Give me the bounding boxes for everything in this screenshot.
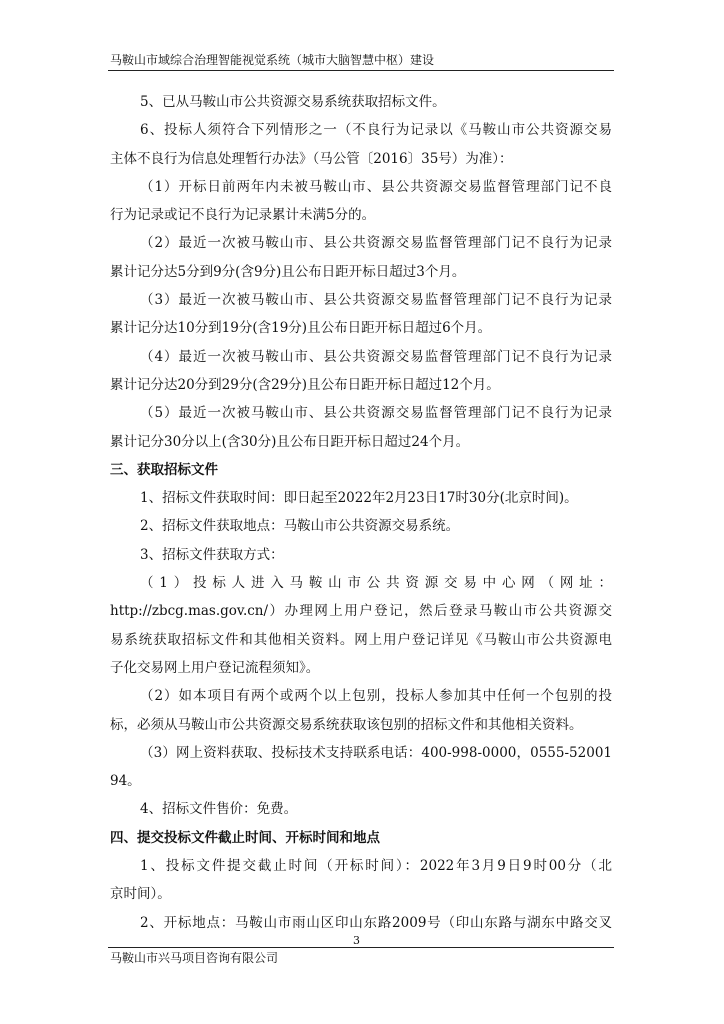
paragraph-line: 主体不良行为信息处理暂行办法》（马公管〔2016〕35号）为准）： xyxy=(110,150,513,167)
page-header: 马鞍山市域综合治理智能视觉系统（城市大脑智慧中枢）建设 xyxy=(110,53,435,67)
paragraph-line: 2、招标文件获取地点：马鞍山市公共资源交易系统。 xyxy=(140,518,460,535)
paragraph-line: 4、招标文件售价：免费。 xyxy=(140,801,298,818)
paragraph-line: 累计记分达5分到9分(含9分)且公布日距开标日超过3个月。 xyxy=(110,263,466,280)
paragraph-line: （5）最近一次被马鞍山市、县公共资源交易监督管理部门记不良行为记录 xyxy=(140,405,612,422)
paragraph-line: 6、投标人须符合下列情形之一（不良行为记录以《马鞍山市公共资源交易 xyxy=(140,122,612,139)
footer-divider xyxy=(108,947,614,948)
paragraph-line: （4）最近一次被马鞍山市、县公共资源交易监督管理部门记不良行为记录 xyxy=(140,348,612,365)
paragraph-line: 2、开标地点：马鞍山市雨山区印山东路2009号（印山东路与湖东中路交叉 xyxy=(140,914,612,931)
header-divider xyxy=(108,70,614,71)
paragraph-line: 5、已从马鞍山市公共资源交易系统获取招标文件。 xyxy=(140,94,446,110)
paragraph-line: 京时间）。 xyxy=(110,886,171,903)
page-number: 3 xyxy=(353,934,360,947)
document-body xyxy=(110,88,612,937)
paragraph-line: 子化交易网上用户登记流程须知》。 xyxy=(110,659,320,676)
paragraph-line: http://zbcg.mas.gov.cn/）办理网上用户登记，然后登录马鞍山市公共资源交 xyxy=(110,603,612,620)
paragraph-line: （1）投标人进入马鞍山市公共资源交易中心网（网址： xyxy=(140,575,612,592)
paragraph-line: （2）最近一次被马鞍山市、县公共资源交易监督管理部门记不良行为记录 xyxy=(140,235,612,252)
paragraph-line: （3）最近一次被马鞍山市、县公共资源交易监督管理部门记不良行为记录 xyxy=(140,292,612,309)
paragraph-line: 1、投标文件提交截止时间（开标时间）：2022年3月9日9时00分（北 xyxy=(140,858,612,875)
paragraph-line: 标，必须从马鞍山市公共资源交易系统获取该包别的招标文件和其他相关资料。 xyxy=(110,716,583,733)
paragraph-line: 累计记分达20分到29分(含29分)且公布日距开标日超过12个月。 xyxy=(110,376,500,393)
section-heading: 四、提交投标文件截止时间、开标时间和地点 xyxy=(110,829,380,846)
page-footer: 马鞍山市兴马项目咨询有限公司 xyxy=(110,951,279,965)
paragraph-line: 易系统获取招标文件和其他相关资料。网上用户登记详见《马鞍山市公共资源电 xyxy=(110,631,612,648)
paragraph-line: 3、招标文件获取方式： xyxy=(140,546,284,563)
paragraph-line: （1）开标日前两年内未被马鞍山市、县公共资源交易监督管理部门记不良 xyxy=(140,178,612,195)
paragraph-line: （3）网上资料获取、投标技术支持联系电话：400-998-0000，0555-5200194。 xyxy=(110,744,612,790)
paragraph-line: （2）如本项目有两个或两个以上包别，投标人参加其中任何一个包别的投 xyxy=(140,688,612,705)
paragraph-line: 累计记分30分以上(含30分)且公布日距开标日超过24个月。 xyxy=(110,433,470,450)
paragraph-line: 累计记分达10分到19分(含19分)且公布日距开标日超过6个月。 xyxy=(110,320,492,337)
section-heading: 三、获取招标文件 xyxy=(110,461,218,478)
paragraph-line: 行为记录或记不良行为记录累计未满5分的。 xyxy=(110,207,376,224)
paragraph-line: 1、招标文件获取时间：即日起至2022年2月23日17时30分(北京时间)。 xyxy=(140,490,578,507)
